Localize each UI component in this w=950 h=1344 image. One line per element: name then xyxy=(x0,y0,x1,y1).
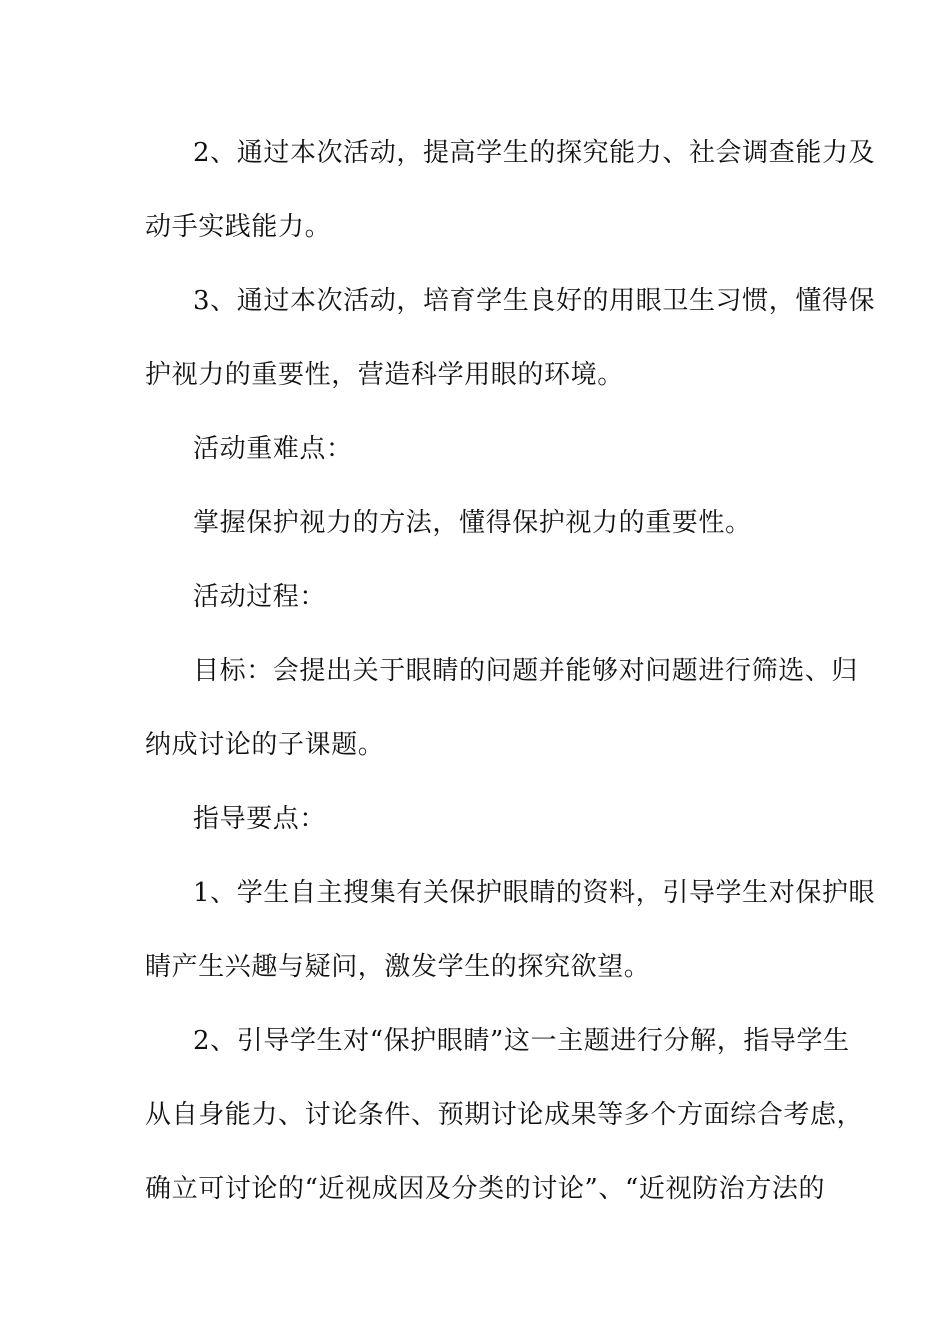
paragraph-line: 纳成讨论的子课题。 xyxy=(145,730,385,760)
paragraph-line: 2、通过本次活动，提高学生的探究能力、社会调查能力及 xyxy=(193,138,876,168)
section-heading: 指导要点： xyxy=(193,804,327,834)
paragraph-line: 掌握保护视力的方法，懂得保护视力的重要性。 xyxy=(193,508,752,538)
paragraph-line: 1、学生自主搜集有关保护眼睛的资料，引导学生对保护眼 xyxy=(193,878,876,908)
paragraph-line: 3、通过本次活动，培育学生良好的用眼卫生习惯，懂得保 xyxy=(193,286,876,316)
paragraph-line: 确立可讨论的“近视成因及分类的讨论”、“近视防治方法的 xyxy=(145,1174,826,1204)
paragraph-line: 目标：会提出关于眼睛的问题并能够对问题进行筛选、归 xyxy=(193,656,859,686)
paragraph-line: 动手实践能力。 xyxy=(145,212,332,242)
paragraph-line: 护视力的重要性，营造科学用眼的环境。 xyxy=(145,360,624,390)
paragraph-line: 从自身能力、讨论条件、预期讨论成果等多个方面综合考虑， xyxy=(145,1100,864,1130)
paragraph-line: 2、引导学生对“保护眼睛”这一主题进行分解，指导学生 xyxy=(193,1026,850,1056)
section-heading: 活动重难点： xyxy=(193,434,353,464)
paragraph-line: 睛产生兴趣与疑问，激发学生的探究欲望。 xyxy=(145,952,651,982)
section-heading: 活动过程： xyxy=(193,582,327,612)
